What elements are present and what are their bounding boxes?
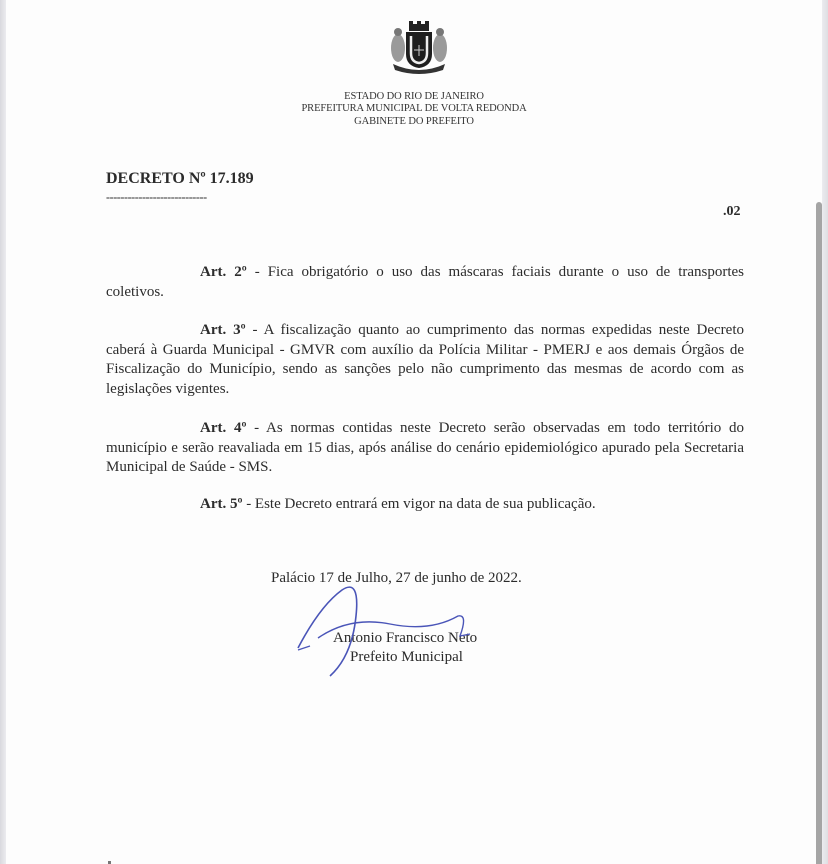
- article-label: Art. 3º: [200, 322, 246, 338]
- header-municipality: PREFEITURA MUNICIPAL DE VOLTA REDONDA: [301, 103, 527, 114]
- handwritten-signature: [290, 576, 490, 686]
- header-office: GABINETE DO PREFEITO: [354, 116, 474, 127]
- viewer-right-edge: [822, 0, 828, 864]
- article-5: [106, 495, 744, 515]
- decree-title-underline: ----------------------------: [106, 190, 207, 204]
- signer-role: Prefeito Municipal: [350, 649, 463, 665]
- article-label: Art. 4º: [200, 420, 247, 436]
- article-2: [106, 263, 744, 302]
- place-and-date: Palácio 17 de Julho, 27 de junho de 2022.: [271, 570, 522, 586]
- page-number: .02: [723, 204, 741, 219]
- article-text: - As normas contidas neste Decreto serão observadas em todo território do município e serão reavaliada em 15 dias, após análise do cenário epidemiológico apurado pela Secretaria Municipal de Saúde - SMS.: [106, 420, 745, 475]
- signer-name: Antonio Francisco Neto: [333, 630, 478, 646]
- decree-title: DECRETO Nº 17.189: [106, 170, 254, 187]
- header-state: ESTADO DO RIO DE JANEIRO: [344, 91, 484, 102]
- article-4: [106, 419, 744, 478]
- article-3: [106, 321, 744, 399]
- article-text: - Fica obrigatório o uso das máscaras faciais durante o uso de transportes coletivos.: [106, 264, 745, 300]
- article-text: - Este Decreto entrará em vigor na data de sua publicação.: [242, 496, 596, 512]
- article-label: Art. 2º: [200, 264, 247, 280]
- municipal-crest-icon: [389, 20, 449, 76]
- article-label: Art. 5º: [200, 496, 243, 512]
- article-text: - A fiscalização quanto ao cumprimento das normas expedidas neste Decreto caberá à Guarda Municipal - GMVR com auxílio da Polícia Militar - PMERJ e aos demais Órgãos de Fiscalização do Município, sendo as sanções pelo não cumprimento das mesmas de acordo com as legislações vigentes.: [106, 322, 745, 397]
